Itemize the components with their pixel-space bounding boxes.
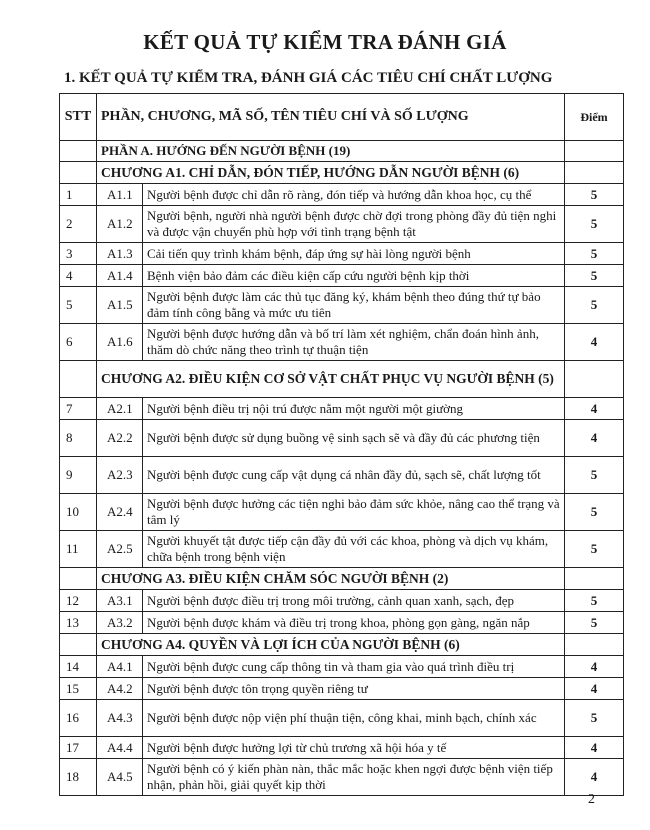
row-code: A4.3 [97,700,143,737]
row-stt: 12 [60,590,97,612]
section-row [60,141,624,162]
chapter-title: CHƯƠNG A1. CHỈ DẪN, ĐÓN TIẾP, HƯỚNG DẪN NGƯỜI BỆNH (6) [97,162,565,184]
table-row [60,265,624,287]
table-row [60,243,624,265]
chapter-row [60,634,624,656]
table-row [60,700,624,737]
chapter-title: CHƯƠNG A3. ĐIỀU KIỆN CHĂM SÓC NGƯỜI BỆNH (2) [97,568,565,590]
table-row [60,759,624,796]
row-stt: 15 [60,678,97,700]
row-stt: 7 [60,398,97,420]
row-stt: 3 [60,243,97,265]
row-name: Người bệnh được hưởng các tiện nghi bảo đảm sức khỏe, nâng cao thể trạng và tâm lý [143,494,565,531]
table-row [60,678,624,700]
row-name: Người bệnh được cung cấp thông tin và tham gia vào quá trình điều trị [143,656,565,678]
row-score: 4 [565,656,624,678]
chapter-title: CHƯƠNG A4. QUYỀN VÀ LỢI ÍCH CỦA NGƯỜI BỆNH (6) [97,634,565,656]
row-stt: 14 [60,656,97,678]
header-stt: STT [60,94,97,141]
row-code: A3.2 [97,612,143,634]
row-name: Người bệnh được chỉ dẫn rõ ràng, đón tiếp và hướng dẫn khoa học, cụ thể [143,184,565,206]
row-name: Người bệnh, người nhà người bệnh được chờ đợi trong phòng đầy đủ tiện nghi và được vận chuyển phù hợp với tình trạng bệnh tật [143,206,565,243]
table-row [60,590,624,612]
row-code: A4.4 [97,737,143,759]
row-name: Người bệnh được làm các thủ tục đăng ký, khám bệnh theo đúng thứ tự bảo đảm tính công bằng và mức ưu tiên [143,287,565,324]
table-row [60,656,624,678]
row-score: 4 [565,759,624,796]
row-score: 4 [565,324,624,361]
chapter-row [60,568,624,590]
section-title: PHẦN A. HƯỚNG ĐẾN NGƯỜI BỆNH (19) [97,141,565,162]
row-stt: 8 [60,420,97,457]
row-name: Người bệnh được cung cấp vật dụng cá nhân đầy đủ, sạch sẽ, chất lượng tốt [143,457,565,494]
table-row [60,737,624,759]
row-name: Người bệnh được sử dụng buồng vệ sinh sạch sẽ và đầy đủ các phương tiện [143,420,565,457]
row-name: Cải tiến quy trình khám bệnh, đáp ứng sự hài lòng người bệnh [143,243,565,265]
row-score: 4 [565,398,624,420]
row-stt: 2 [60,206,97,243]
table-row [60,184,624,206]
row-stt: 13 [60,612,97,634]
row-score: 4 [565,737,624,759]
row-code: A2.3 [97,457,143,494]
row-code: A1.3 [97,243,143,265]
row-stt: 16 [60,700,97,737]
table-row [60,531,624,568]
row-code: A4.2 [97,678,143,700]
row-stt: 5 [60,287,97,324]
row-score: 5 [565,590,624,612]
table-row [60,287,624,324]
row-name: Người bệnh có ý kiến phàn nàn, thắc mắc hoặc khen ngợi được bệnh viện tiếp nhận, phản hồi, giải quyết kịp thời [143,759,565,796]
row-name: Người bệnh được nộp viện phí thuận tiện, công khai, minh bạch, chính xác [143,700,565,737]
chapter-title: CHƯƠNG A2. ĐIỀU KIỆN CƠ SỞ VẬT CHẤT PHỤC VỤ NGƯỜI BỆNH (5) [97,361,565,398]
table-row [60,398,624,420]
row-name: Người bệnh được tôn trọng quyền riêng tư [143,678,565,700]
row-code: A1.2 [97,206,143,243]
row-name: Người bệnh được điều trị trong môi trường, cảnh quan xanh, sạch, đẹp [143,590,565,612]
row-stt: 1 [60,184,97,206]
table-row [60,420,624,457]
row-score: 5 [565,531,624,568]
table-header-row [60,94,624,141]
row-name: Người bệnh được khám và điều trị trong khoa, phòng gọn gàng, ngăn nắp [143,612,565,634]
row-score: 5 [565,184,624,206]
section-heading: 1. KẾT QUẢ TỰ KIỂM TRA, ĐÁNH GIÁ CÁC TIÊU CHÍ CHẤT LƯỢNG [64,70,553,86]
criteria-table [59,93,624,796]
row-code: A2.4 [97,494,143,531]
row-code: A2.2 [97,420,143,457]
row-score: 5 [565,700,624,737]
row-stt: 10 [60,494,97,531]
row-code: A4.1 [97,656,143,678]
row-code: A4.5 [97,759,143,796]
row-score: 5 [565,206,624,243]
table-row [60,494,624,531]
header-score: Điểm [565,94,624,141]
row-code: A2.1 [97,398,143,420]
table-row [60,457,624,494]
row-stt: 17 [60,737,97,759]
row-score: 4 [565,420,624,457]
row-code: A1.4 [97,265,143,287]
row-stt: 9 [60,457,97,494]
row-name: Người bệnh điều trị nội trú được nằm một người một giường [143,398,565,420]
row-name: Người bệnh được hưởng lợi từ chủ trương xã hội hóa y tế [143,737,565,759]
chapter-row [60,162,624,184]
row-code: A3.1 [97,590,143,612]
row-score: 5 [565,612,624,634]
chapter-row [60,361,624,398]
row-stt: 18 [60,759,97,796]
table-row [60,612,624,634]
row-name: Người khuyết tật được tiếp cận đầy đủ với các khoa, phòng và dịch vụ khám, chữa bệnh trong bệnh viện [143,531,565,568]
page-number: 2 [588,792,595,807]
document-title: KẾT QUẢ TỰ KIỂM TRA ĐÁNH GIÁ [143,30,507,54]
row-score: 5 [565,287,624,324]
row-code: A1.1 [97,184,143,206]
row-stt: 4 [60,265,97,287]
row-name: Người bệnh được hướng dẫn và bố trí làm xét nghiệm, chẩn đoán hình ảnh, thăm dò chức năng theo trình tự thuận tiện [143,324,565,361]
row-name: Bệnh viện bảo đảm các điều kiện cấp cứu người bệnh kịp thời [143,265,565,287]
table-row [60,206,624,243]
row-score: 5 [565,265,624,287]
table-row [60,324,624,361]
row-score: 5 [565,494,624,531]
row-score: 5 [565,457,624,494]
header-criteria-name: PHẦN, CHƯƠNG, MÃ SỐ, TÊN TIÊU CHÍ VÀ SỐ LƯỢNG [97,94,565,141]
row-stt: 6 [60,324,97,361]
row-code: A1.5 [97,287,143,324]
row-code: A1.6 [97,324,143,361]
row-score: 4 [565,678,624,700]
row-code: A2.5 [97,531,143,568]
row-score: 5 [565,243,624,265]
row-stt: 11 [60,531,97,568]
